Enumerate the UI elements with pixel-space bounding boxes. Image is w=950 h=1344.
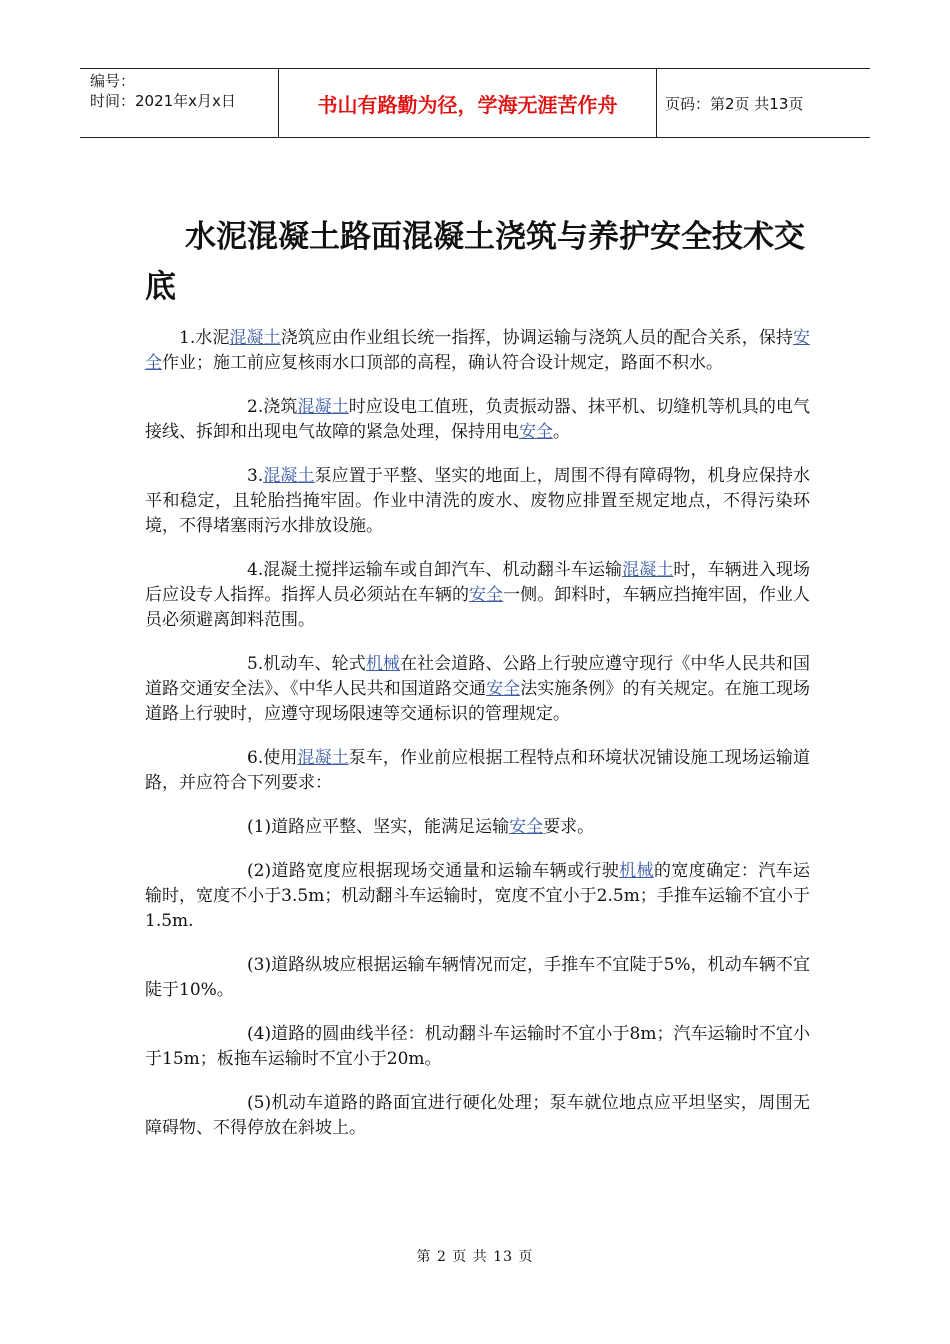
paragraph-text: 泵应置于平整、坚实的地面上，周围不得有障碍物，机身应保持水平和稳定，且轮胎挡掩牢固。作业中清洗的废水、废物应排置至规定地点，不得污染环境，不得堵塞雨污水排放设施。	[145, 466, 811, 536]
document-title: 水泥混凝土路面混凝土浇筑与养护安全技术交底	[145, 219, 805, 305]
paragraph	[145, 326, 810, 376]
time-label: 时间：2021年x月x日	[90, 92, 236, 110]
paragraph-text: (2)道路宽度应根据现场交通量和运输车辆或行驶	[247, 861, 620, 881]
paragraph	[145, 652, 810, 727]
paragraph-text: 1.水泥	[179, 328, 230, 348]
paragraph-text: 法实施条例》的有关规定。在施工现场道路上行驶时，应遵守现场限速等交通标识的管理规定。	[145, 679, 811, 724]
header-meta	[80, 69, 279, 137]
paragraph-text: 在社会道路、公路上行驶应遵守现行《中华人民共和国道路交通安全法》、《中华人民共和国道路交通	[145, 654, 811, 699]
paragraph	[145, 464, 810, 539]
paragraph	[145, 746, 810, 796]
paragraph	[145, 395, 810, 445]
paragraph-text: 2.浇筑	[247, 397, 298, 417]
paragraph-text: 的宽度确定：汽车运输时，宽度不小于3.5m；机动翻斗车运输时，宽度不宜小于2.5m；手推车运输不宜小于1.5m.	[145, 861, 811, 931]
paragraph-text: (5)机动车道路的路面宜进行硬化处理；泵车就位地点应平坦坚实，周围无障碍物、不得停放在斜坡上。	[145, 1093, 810, 1138]
header-slogan: 书山有路勤为径，学海无涯苦作舟	[279, 69, 657, 137]
inline-link[interactable]: 混凝土	[622, 560, 674, 580]
number-label: 编号：	[90, 72, 136, 90]
inline-link[interactable]: 混凝土	[263, 466, 315, 486]
inline-link[interactable]: 混凝土	[297, 748, 349, 768]
paragraph-text: 。	[553, 422, 570, 442]
inline-link[interactable]: 安全	[519, 422, 553, 442]
paragraph-text: 时应设电工值班，负责振动器、抹平机、切缝机等机具的电气接线、拆卸和出现电气故障的紧急处理，保持用电	[145, 397, 810, 442]
header-page-info: 页码：第2页 共13页	[665, 94, 804, 113]
inline-link[interactable]: 混凝土	[229, 328, 281, 348]
inline-link[interactable]: 安全	[145, 328, 810, 373]
paragraph-text: (4)道路的圆曲线半径：机动翻斗车运输时不宜小于8m；汽车运输时不宜小于15m；板拖车运输时不宜小于20m。	[145, 1024, 810, 1069]
paragraph-text: 要求。	[543, 817, 595, 837]
paragraph	[145, 815, 810, 840]
paragraph-text: 浇筑应由作业组长统一指挥，协调运输与浇筑人员的配合关系，保持	[280, 328, 793, 348]
inline-link[interactable]: 混凝土	[297, 397, 349, 417]
paragraph	[145, 1022, 810, 1072]
paragraph-text: 泵车，作业前应根据工程特点和环境状况铺设施工现场运输道路，并应符合下列要求：	[145, 748, 810, 793]
paragraph	[145, 859, 810, 934]
paragraph-text: 5.机动车、轮式	[247, 654, 366, 674]
inline-link[interactable]: 机械	[619, 861, 654, 881]
paragraph-text: (1)道路应平整、坚实，能满足运输	[247, 817, 510, 837]
inline-link[interactable]: 安全	[486, 679, 521, 699]
page-header	[80, 68, 870, 138]
paragraph-text: 6.使用	[247, 748, 298, 768]
inline-link[interactable]: 安全	[509, 817, 544, 837]
document-body	[145, 326, 810, 1160]
paragraph-text: 时，车辆进入现场后应设专人指挥。指挥人员必须站在车辆的	[145, 560, 811, 605]
paragraph	[145, 1091, 810, 1141]
paragraph	[145, 558, 810, 633]
paragraph	[145, 953, 810, 1003]
paragraph-text: 4.混凝土搅拌运输车或自卸汽车、机动翻斗车运输	[247, 560, 623, 580]
paragraph-text: 作业；施工前应复核雨水口顶部的高程，确认符合设计规定，路面不积水。	[162, 353, 723, 373]
inline-link[interactable]: 机械	[365, 654, 401, 674]
paragraph-text: 一侧。卸料时，车辆应挡掩牢固，作业人员必须避离卸料范围。	[145, 585, 811, 630]
paragraph-text: 3.	[247, 466, 264, 486]
paragraph-text: (3)道路纵坡应根据运输车辆情况而定，手推车不宜陡于5%，机动车辆不宜陡于10%。	[145, 955, 810, 1000]
inline-link[interactable]: 安全	[469, 585, 504, 605]
page-footer: 第 2 页 共 13 页	[416, 1249, 534, 1265]
